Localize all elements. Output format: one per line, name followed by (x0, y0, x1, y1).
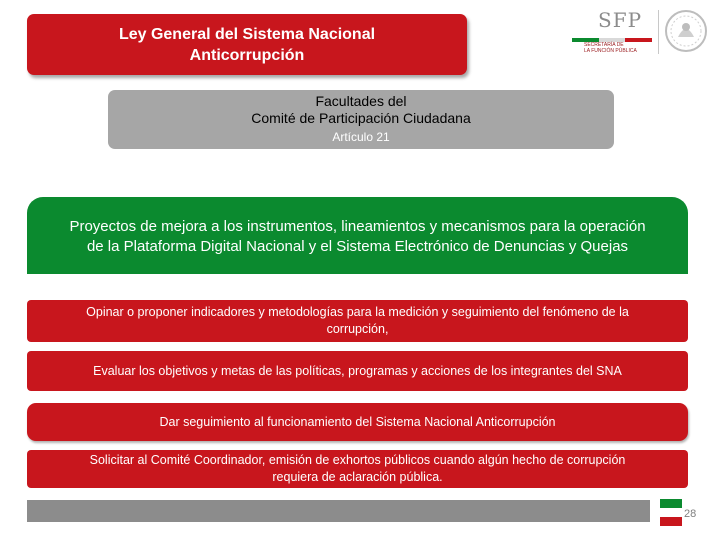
page-number: 28 (684, 508, 697, 520)
green-line-1: Proyectos de mejora a los instrumentos, lineamientos y mecanismos para la operación (69, 217, 646, 235)
faculty-box (108, 90, 614, 149)
sfp-logo-text: SFP (598, 8, 643, 32)
logo-subtitle-line-2: LA FUNCIÓN PÚBLICA (584, 48, 637, 54)
sfp-logo (560, 8, 712, 58)
faculty-item-line-1: Evaluar los objetivos y metas de las políticas, programas y acciones de los integrantes del SNA (93, 363, 622, 378)
faculty-item (27, 351, 688, 391)
faculty-item-line-1: Solicitar al Comité Coordinador, emisión de exhortos públicos cuando algún hecho de corrupción (89, 453, 626, 467)
green-highlight-box (27, 197, 688, 274)
faculty-item-line-2: corrupción, (326, 322, 389, 336)
faculty-item-line-1: Dar seguimiento al funcionamiento del Sistema Nacional Anticorrupción (159, 414, 556, 429)
footer-bar (27, 500, 650, 522)
title-line-2: Anticorrupción (189, 46, 305, 64)
faculty-item (27, 403, 688, 441)
faculty-item-line-2: requiera de aclaración pública. (272, 470, 443, 484)
faculty-item (27, 300, 688, 342)
green-line-2: de la Plataforma Digital Nacional y el Sistema Electrónico de Denuncias y Quejas (86, 237, 629, 255)
logo-subtitle (584, 42, 637, 54)
faculty-item-line-1: Opinar o proponer indicadores y metodologías para la medición y seguimiento del fenómeno de la (86, 305, 629, 319)
national-seal-icon (664, 9, 708, 53)
flag-icon (660, 499, 682, 526)
faculty-item (27, 450, 688, 488)
faculty-line-2: Comité de Participación Ciudadana (251, 110, 471, 126)
article-label: Artículo 21 (332, 130, 390, 144)
logo-subtitle-line-1: SECRETARÍA DE (584, 42, 624, 48)
title-banner (27, 14, 467, 75)
logo-divider (658, 10, 659, 54)
title-line-1: Ley General del Sistema Nacional (118, 25, 376, 43)
faculty-line-1: Facultades del (315, 93, 407, 109)
